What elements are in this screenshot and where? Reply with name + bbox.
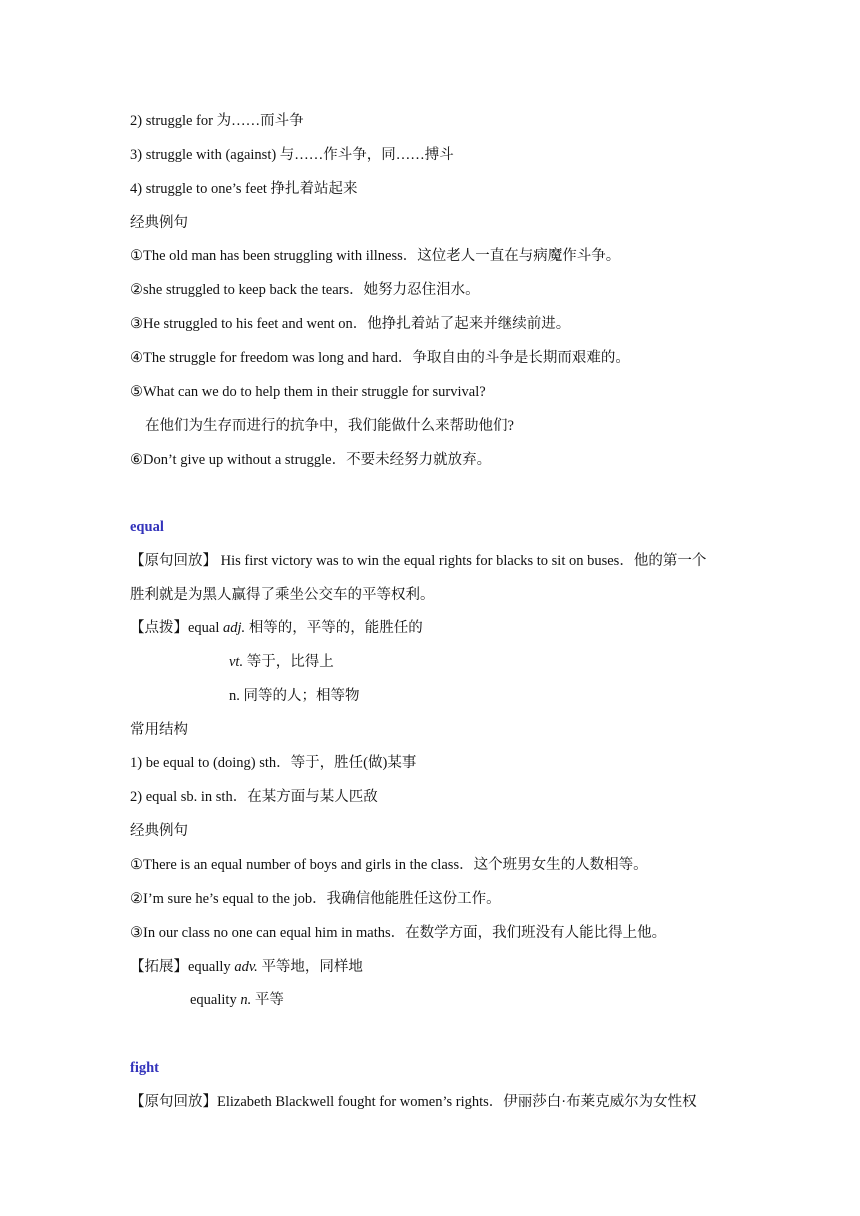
equal-example-3: ③In our class no one can equal him in maths．在数学方面，我们班没有人能比得上他。 <box>130 925 667 941</box>
tip-label: 【点拨】 <box>130 620 188 636</box>
struggle-example-5-translation: 在他们为生存而进行的抗争中，我们能做什么来帮助他们? <box>145 418 514 434</box>
tip-word: equal <box>188 620 224 636</box>
tip-def-n: 同等的人；相等物 <box>239 688 360 704</box>
equal-original-sentence <box>130 551 706 571</box>
struggle-example-4: ④The struggle for freedom was long and hard．争取自由的斗争是长期而艰难的。 <box>130 350 630 366</box>
equal-extend-line-2 <box>190 990 284 1010</box>
equal-structure-1: 1) be equal to (doing) sth．等于，胜任(做)某事 <box>130 755 417 771</box>
equal-examples-label: 经典例句 <box>130 823 188 839</box>
struggle-phrase-2: 2) struggle for 为……而斗争 <box>130 113 304 129</box>
equal-structure-2: 2) equal sb. in sth．在某方面与某人匹敌 <box>130 789 378 805</box>
struggle-phrase-4: 4) struggle to one’s feet 挣扎着站起来 <box>130 181 358 197</box>
equal-example-2: ②I’m sure he’s equal to the job．我确信他能胜任这份工作。 <box>130 891 501 907</box>
equal-example-1: ①There is an equal number of boys and girls in the class．这个班男女生的人数相等。 <box>130 857 648 873</box>
struggle-example-1: ①The old man has been struggling with illness．这位老人一直在与病魔作斗争。 <box>130 248 621 264</box>
extend-pos-1: adv. <box>234 959 258 975</box>
tip-def-vt: 等于，比得上 <box>243 654 334 670</box>
extend-def-2: 平等 <box>251 992 284 1008</box>
struggle-phrase-3: 3) struggle with (against) 与……作斗争，同……搏斗 <box>130 147 454 163</box>
equal-tip-line-1 <box>130 618 423 638</box>
struggle-examples-label: 经典例句 <box>130 215 188 231</box>
extend-pos-2: n. <box>240 992 252 1008</box>
fight-original-label: 【原句回放】 <box>130 1094 217 1110</box>
equal-extend-line-1 <box>130 957 363 977</box>
equal-tip-line-2 <box>229 652 334 672</box>
tip-pos-n: n. <box>229 688 240 704</box>
struggle-example-3: ③He struggled to his feet and went on．他挣扎着站了起来并继续前进。 <box>130 316 571 332</box>
tip-def-adj: 相等的，平等的，能胜任的 <box>245 620 423 636</box>
tip-pos-vt: vt. <box>229 654 244 670</box>
extend-label: 【拓展】 <box>130 959 188 975</box>
section-heading-fight: fight <box>130 1060 159 1076</box>
extend-word-1: equally <box>188 959 235 975</box>
section-heading-equal: equal <box>130 519 164 535</box>
original-label: 【原句回放】 <box>130 553 217 569</box>
original-text: His first victory was to win the equal rights for blacks to sit on buses．他的第一个 <box>217 553 707 569</box>
extend-def-1: 平等地，同样地 <box>257 959 363 975</box>
equal-original-sentence-cont: 胜利就是为黑人赢得了乘坐公交车的平等权利。 <box>130 587 435 603</box>
struggle-example-6: ⑥Don’t give up without a struggle．不要未经努力就放弃。 <box>130 452 492 468</box>
extend-word-2: equality <box>190 992 241 1008</box>
struggle-example-2: ②she struggled to keep back the tears．她努力忍住泪水。 <box>130 282 480 298</box>
fight-original-text: Elizabeth Blackwell fought for women’s rights．伊丽莎白·布莱克威尔为女性权 <box>217 1094 697 1110</box>
equal-structures-label: 常用结构 <box>130 722 188 738</box>
struggle-example-5: ⑤What can we do to help them in their struggle for survival? <box>130 384 486 400</box>
equal-tip-line-3 <box>229 686 360 706</box>
tip-pos-adj: adj. <box>223 620 246 636</box>
fight-original-sentence <box>130 1092 697 1112</box>
